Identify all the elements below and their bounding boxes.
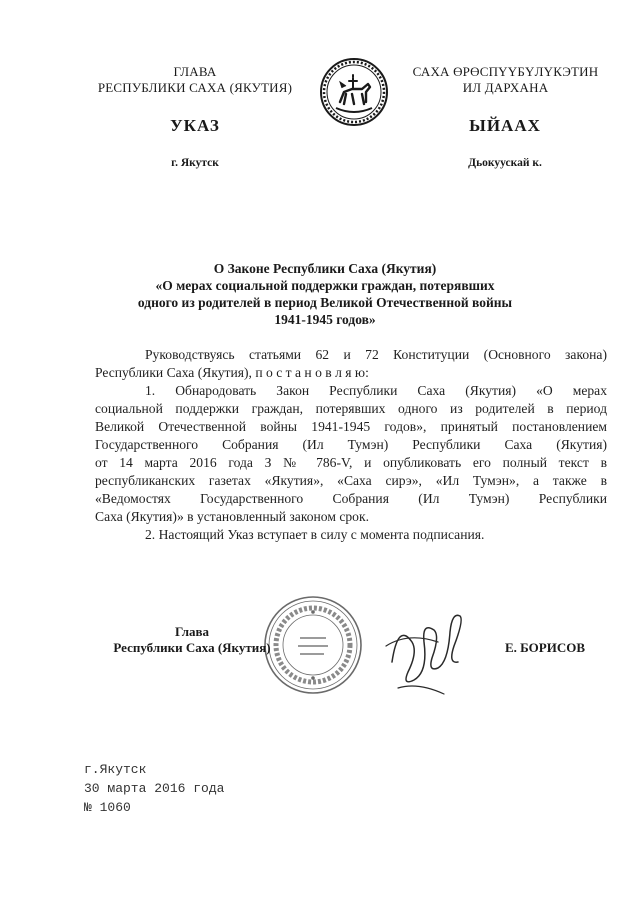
signatory-name: Е. БОРИСОВ xyxy=(505,640,586,655)
doc-type-left: УКАЗ xyxy=(170,116,220,135)
header-left-org xyxy=(80,64,310,96)
header-left-line1: ГЛАВА xyxy=(173,64,217,79)
coat-of-arms-emblem xyxy=(318,56,390,128)
header-right-line1: САХА ӨРӨСПҮҮБҮЛҮКЭТИН xyxy=(412,64,599,79)
city-left: г. Якутск xyxy=(171,157,219,169)
signatory-title xyxy=(92,624,292,656)
signatory-title-line1: Глава xyxy=(174,624,210,639)
doc-type-right: ЫЙААХ xyxy=(469,116,541,135)
title-line1: О Законе Республики Саха (Якутия) xyxy=(213,261,437,276)
intro-line2: Республики Саха (Якутия), п о с т а н о в л я ю: xyxy=(95,365,369,380)
city-right: Дьокуускай к. xyxy=(468,157,542,169)
item1-line8: Саха (Якутия)» в установленный законом срок. xyxy=(95,509,369,524)
item1-line5: от 14 марта 2016 года З № 786-V, и опубликовать его полный текст в xyxy=(95,455,607,470)
item1-line2: социальной поддержки граждан, потерявших одного из родителей в период xyxy=(95,401,607,416)
item2-line: 2. Настоящий Указ вступает в силу с момента подписания. xyxy=(145,527,485,542)
item1-line3: Великой Отечественной войны 1941-1945 годов», принятый постановлением xyxy=(95,419,607,434)
item1-line4: Государственного Собрания (Ил Тумэн) Республики Саха (Якутия) xyxy=(95,437,607,452)
document-body xyxy=(95,346,607,544)
title-line2: «О мерах социальной поддержки граждан, потерявших xyxy=(155,278,495,293)
header-right-org xyxy=(398,64,613,96)
item1-line6: республиканских газетах «Якутия», «Саха сирэ», «Ил Тумэн», а также в xyxy=(95,473,607,488)
item1-line1: 1. Обнародовать Закон Республики Саха (Якутия) «О мерах xyxy=(145,383,607,398)
header-left-line2: РЕСПУБЛИКИ САХА (ЯКУТИЯ) xyxy=(97,80,293,95)
header-right-line2: ИЛ ДАРХАНА xyxy=(462,80,549,95)
signatory-title-line2: Республики Саха (Якутия) xyxy=(113,640,271,655)
intro-line1: Руководствуясь статьями 62 и 72 Конституции (Основного закона) xyxy=(145,347,607,362)
title-line3: одного из родителей в период Великой Отечественной войны xyxy=(137,295,513,310)
title-line4: 1941-1945 годов» xyxy=(274,312,376,327)
document-title xyxy=(100,260,550,328)
footer-date: 30 марта 2016 года xyxy=(84,781,225,796)
item1-line7: «Ведомостях Государственного Собрания (Ил Тумэн) Республики xyxy=(95,491,607,506)
footer-number: № 1060 xyxy=(84,800,131,815)
footer-city: г.Якутск xyxy=(84,762,147,777)
handwritten-signature xyxy=(378,602,470,698)
registration-footer xyxy=(84,760,304,817)
